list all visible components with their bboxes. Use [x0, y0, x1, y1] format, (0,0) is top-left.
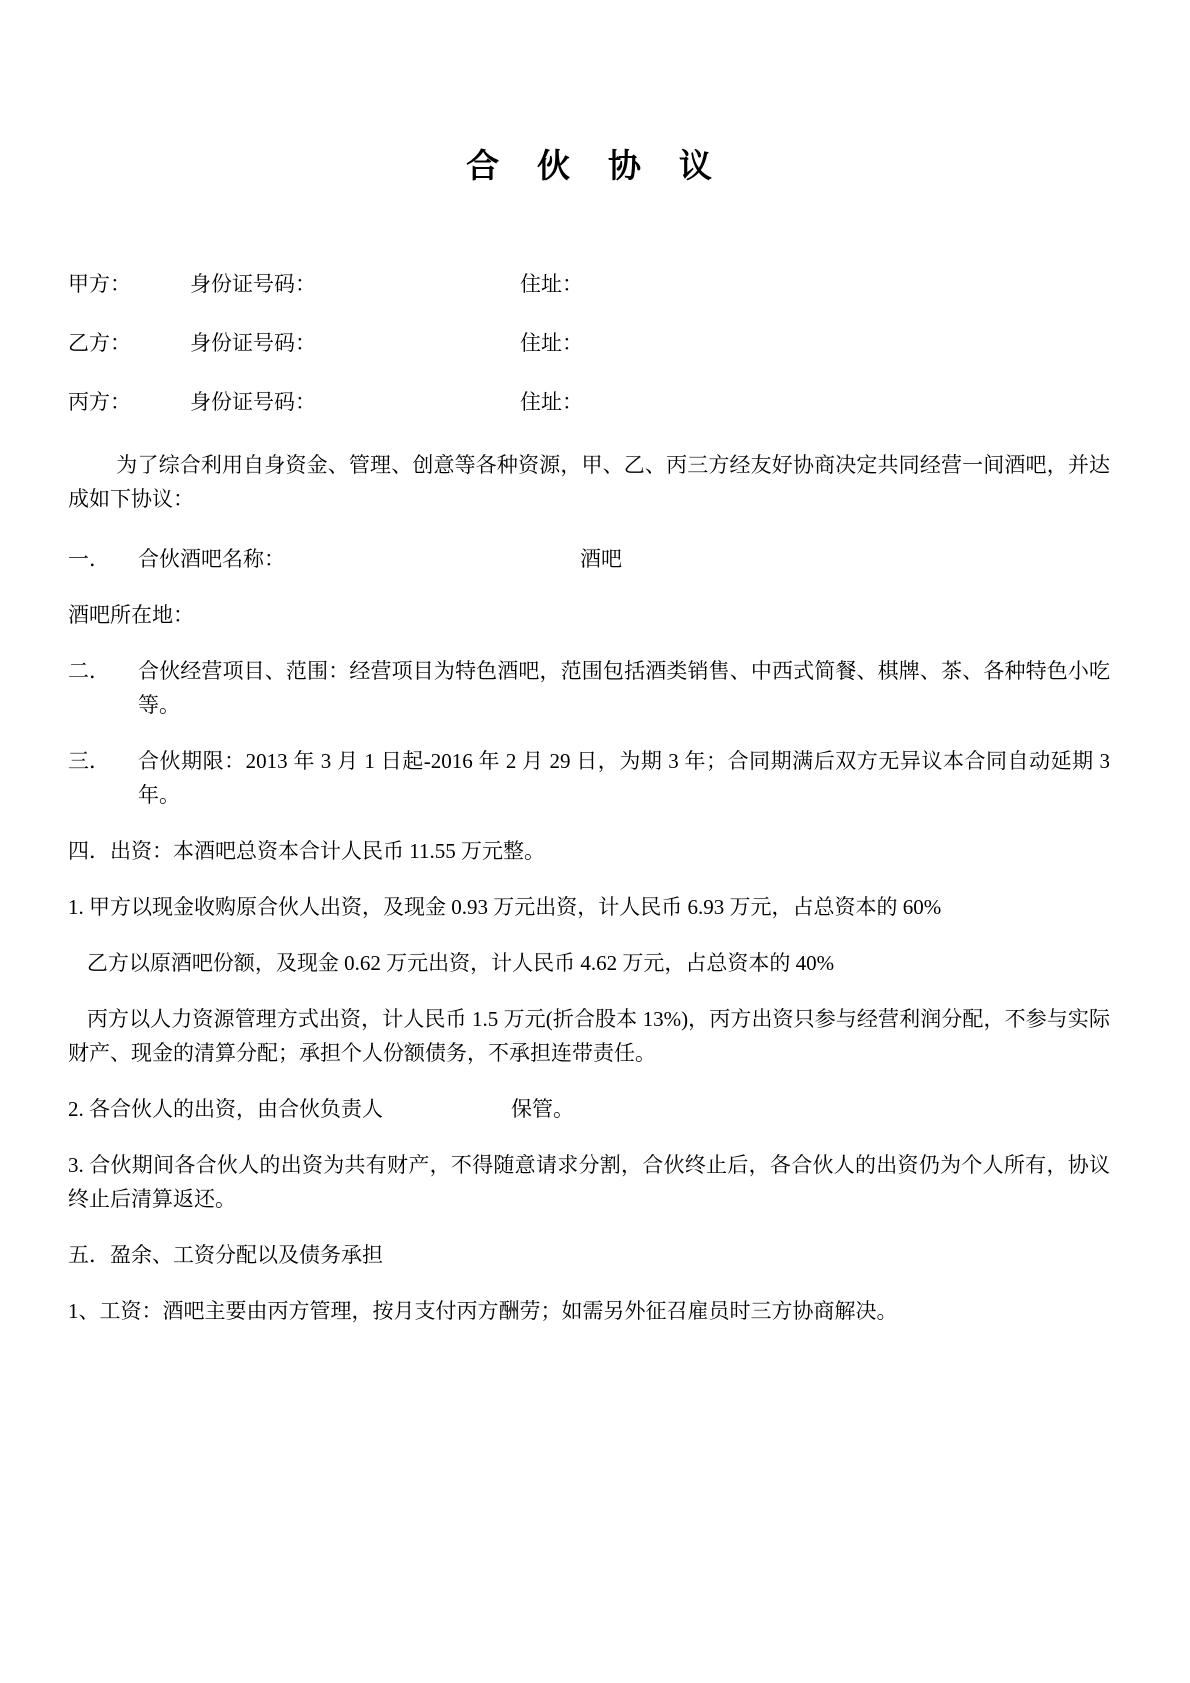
clause-four-heading: 四．出资：本酒吧总资本合计人民币 11.55 万元整。 — [68, 838, 545, 863]
document-body — [68, 0, 1110, 1350]
intro-paragraph: 为了综合利用自身资金、管理、创意等各种资源，甲、乙、丙三方经友好协商决定共同经营一间酒吧，并达成如下协议： — [68, 452, 1110, 511]
clause-four-item-3: 3. 合伙期间各合伙人的出资为共有财产，不得随意请求分割，合伙终止后，各合伙人的出资仍为个人所有，协议终止后清算返还。 — [68, 1152, 1110, 1211]
clause-three-number: 三． — [68, 748, 110, 773]
clause-one-sublocation: 酒吧所在地： — [68, 602, 194, 627]
clause-four-item-1b: 乙方以原酒吧份额，及现金 0.62 万元出资，计人民币 4.62 万元，占总资本的 40% — [86, 950, 835, 975]
party-c-id-label: 身份证号码： — [190, 390, 316, 415]
clause-two-text: 合伙经营项目、范围：经营项目为特色酒吧，范围包括酒类销售、中西式简餐、棋牌、茶、各种特色小吃等。 — [138, 658, 1110, 717]
clause-four-item-2 — [68, 1092, 1110, 1126]
clause-four-item-2-before: 2. 各合伙人的出资，由合伙负责人 — [68, 1096, 383, 1121]
party-c-label: 丙方： — [68, 390, 131, 415]
party-information-block — [68, 270, 1110, 417]
party-row-bing — [68, 388, 1110, 416]
clause-four-item-2-after: 保管。 — [511, 1096, 574, 1121]
page-title: 合 伙 协 议 — [466, 149, 727, 185]
clause-three-text: 合伙期限：2013 年 3 月 1 日起-2016 年 2 月 29 日，为期 3 年；合同期满后双方无异议本合同自动延期 3 年。 — [138, 748, 1110, 807]
party-row-yi — [68, 329, 1110, 357]
clause-five-item-1: 1、工资：酒吧主要由丙方管理，按月支付丙方酬劳；如需另外征召雇员时三方协商解决。 — [68, 1298, 898, 1323]
clause-two-number: 二． — [68, 658, 110, 683]
party-a-label: 甲方： — [68, 271, 131, 296]
party-b-label: 乙方： — [68, 330, 131, 355]
clause-one-number: 一． — [68, 546, 110, 571]
clause-one-text — [138, 542, 1110, 576]
clause-two — [68, 654, 1110, 722]
clause-five-heading: 五．盈余、工资分配以及债务承担 — [68, 1242, 383, 1267]
clause-one-value: 酒吧 — [580, 546, 622, 571]
party-row-jia — [68, 270, 1110, 298]
party-a-address-label: 住址： — [520, 271, 583, 296]
clause-one-label: 合伙酒吧名称： — [138, 546, 285, 571]
clause-four-item-1: 1. 甲方以现金收购原合伙人出资，及现金 0.93 万元出资，计人民币 6.93 万元，占总资本的 60% — [68, 894, 942, 919]
party-b-id-label: 身份证号码： — [190, 330, 316, 355]
clause-three — [68, 744, 1110, 812]
clause-four-item-1c: 丙方以人力资源管理方式出资，计人民币 1.5 万元(折合股本 13%)，丙方出资只参与经营利润分配，不参与实际财产、现金的清算分配；承担个人份额债务，不承担连带责任。 — [68, 1006, 1110, 1065]
party-a-id-label: 身份证号码： — [190, 271, 316, 296]
clause-one — [68, 542, 1110, 576]
party-c-address-label: 住址： — [520, 390, 583, 415]
party-b-address-label: 住址： — [520, 330, 583, 355]
